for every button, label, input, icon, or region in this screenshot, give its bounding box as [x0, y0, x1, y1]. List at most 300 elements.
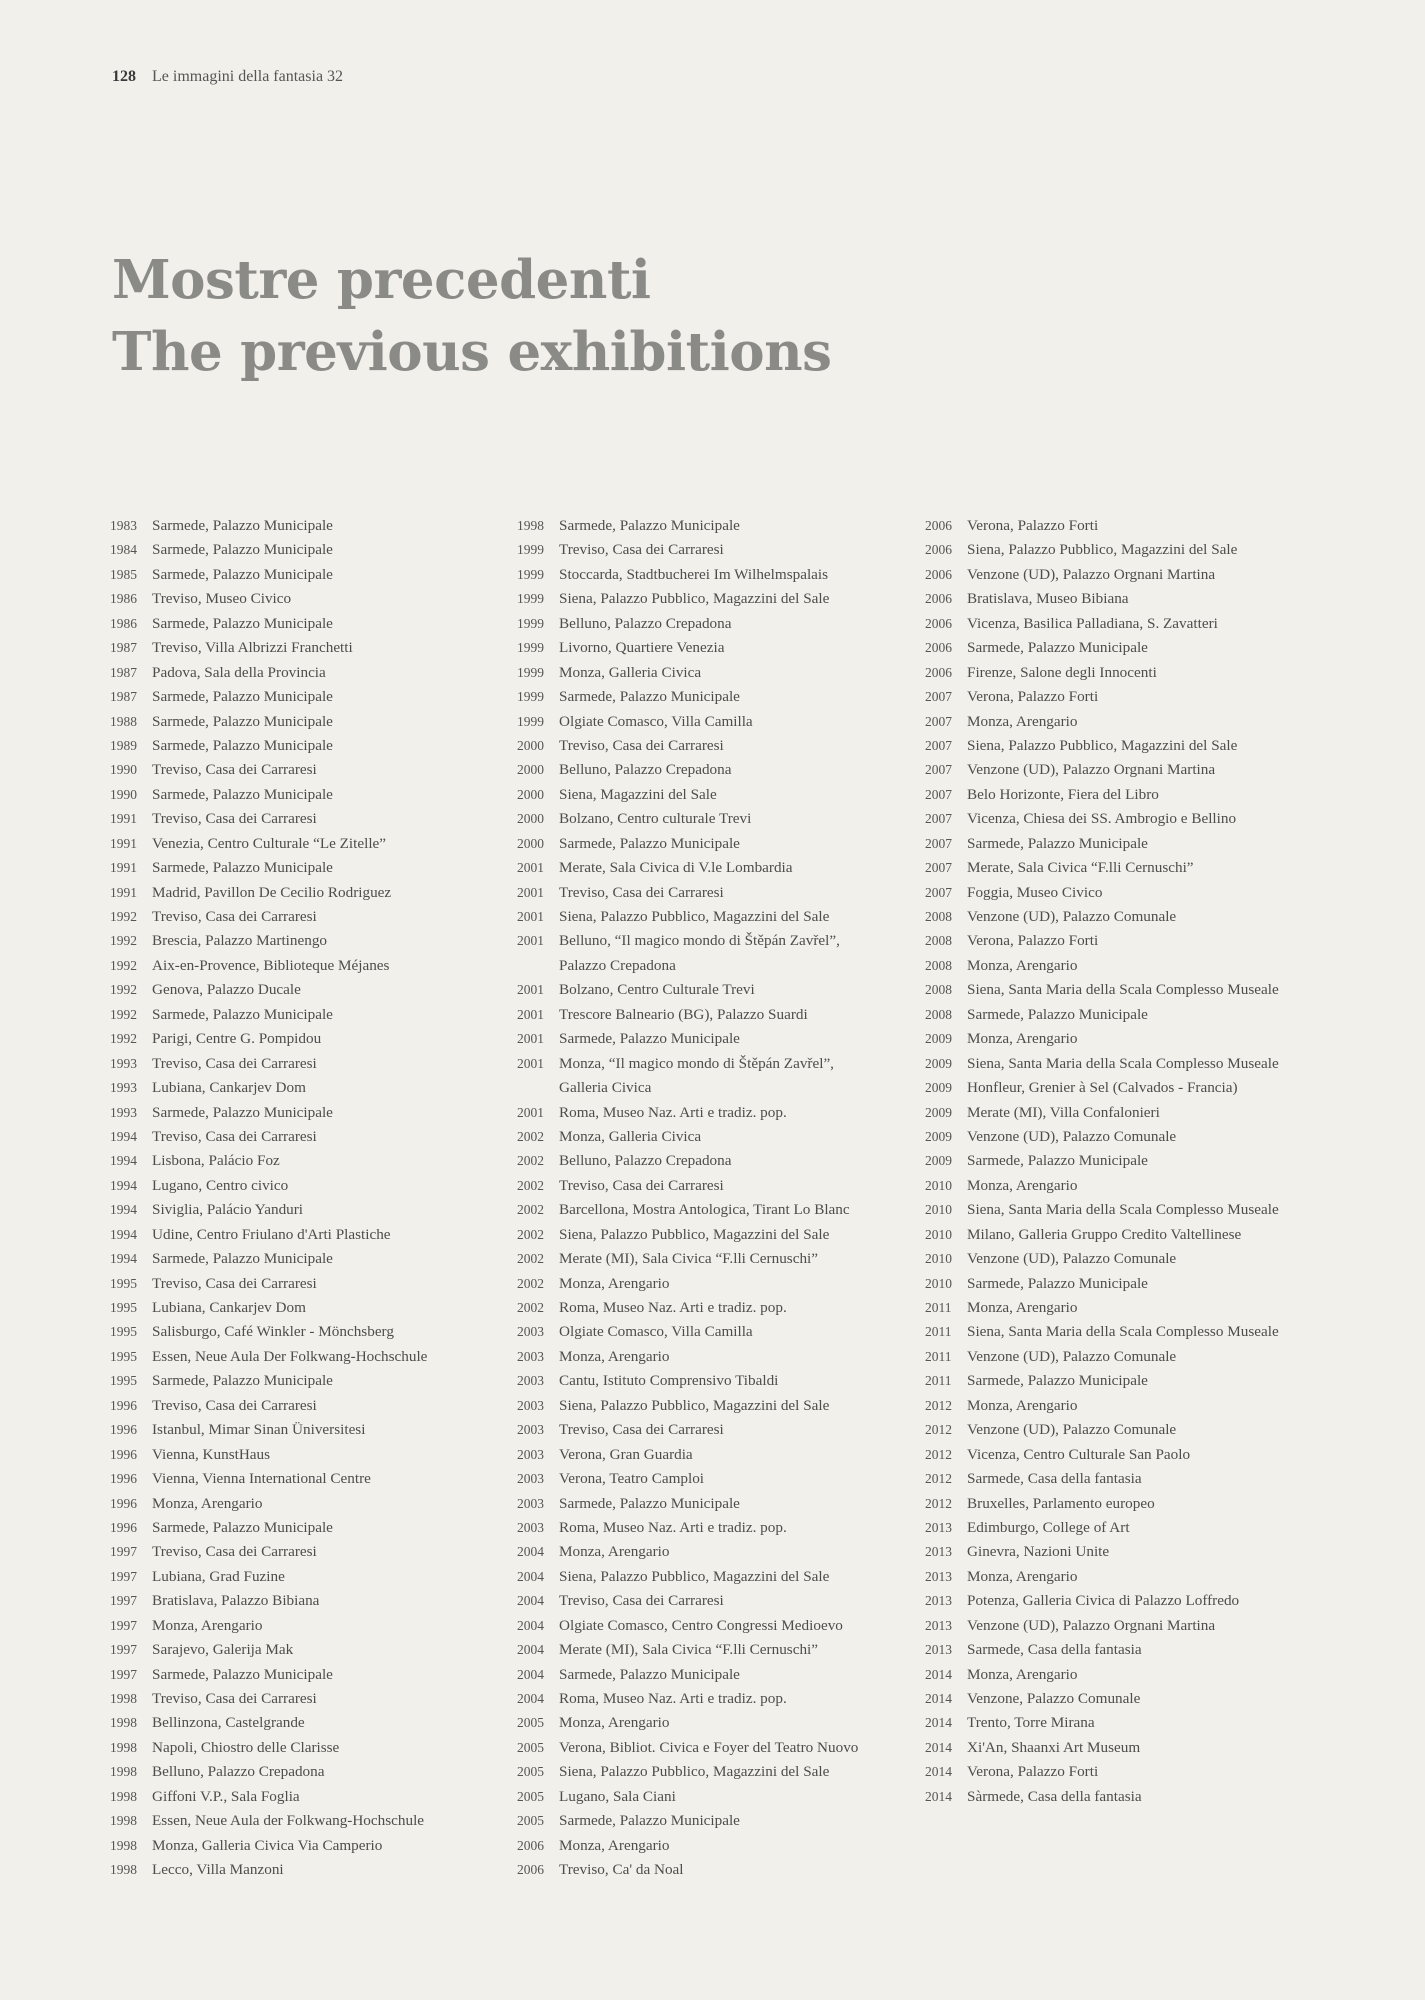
exhibition-year: 2004	[517, 1593, 544, 1609]
exhibition-year: 2001	[517, 1055, 544, 1071]
exhibition-venue: Bolzano, Centro Culturale Trevi	[559, 981, 755, 999]
exhibition-entry	[517, 1369, 858, 1393]
exhibition-entry	[517, 1492, 858, 1516]
exhibition-entry	[517, 1711, 858, 1735]
exhibition-year: 2004	[517, 1544, 544, 1560]
exhibition-entry	[110, 1834, 427, 1858]
exhibition-venue: Bruxelles, Parlamento europeo	[967, 1494, 1155, 1512]
exhibition-venue: Olgiate Comasco, Villa Camilla	[559, 712, 753, 730]
exhibition-year: 1999	[517, 713, 544, 729]
exhibition-year: 2007	[925, 689, 952, 705]
exhibition-year: 1991	[110, 835, 137, 851]
exhibition-year: 1999	[517, 640, 544, 656]
exhibition-year: 2009	[925, 1080, 952, 1096]
exhibition-venue: Treviso, Casa dei Carraresi	[152, 908, 317, 925]
exhibition-venue: Siviglia, Palácio Yanduri	[152, 1201, 304, 1219]
exhibition-year: 1985	[110, 566, 137, 582]
page-number: 128	[112, 68, 136, 85]
exhibition-entry	[925, 1003, 1279, 1027]
exhibition-venue: Siena, Santa Maria della Scala Complesso Museale	[967, 1054, 1279, 1072]
exhibition-venue: Sarmede, Casa della fantasia	[967, 1641, 1142, 1659]
exhibition-year: 2010	[925, 1202, 952, 1218]
exhibition-entry	[517, 1540, 858, 1564]
exhibition-entry	[517, 1198, 858, 1222]
exhibition-year: 2000	[517, 737, 544, 753]
exhibition-year: 2004	[517, 1666, 544, 1682]
exhibition-entry	[925, 1076, 1279, 1100]
exhibition-year: 2003	[517, 1324, 544, 1340]
exhibition-year: 2013	[925, 1593, 952, 1609]
exhibition-entry	[925, 832, 1279, 856]
exhibition-year: 1983	[110, 518, 137, 533]
exhibition-entry	[517, 1760, 858, 1784]
exhibition-entry	[110, 1052, 427, 1076]
exhibition-venue: Sarmede, Palazzo Municipale	[967, 1005, 1148, 1023]
exhibition-venue: Monza, Arengario	[152, 1616, 263, 1634]
exhibition-year: 2009	[925, 1104, 952, 1120]
exhibition-entry	[110, 758, 427, 782]
running-title: Le immagini della fantasia 32	[152, 68, 344, 85]
exhibition-entry	[925, 1418, 1279, 1442]
exhibition-venue: Monza, Arengario	[967, 1665, 1078, 1683]
exhibition-year: 2003	[517, 1397, 544, 1413]
exhibition-year: 2007	[925, 713, 952, 729]
exhibition-year: 2013	[925, 1519, 952, 1535]
exhibition-venue: Sarmede, Palazzo Municipale	[967, 1152, 1148, 1170]
exhibition-entry	[517, 1736, 858, 1760]
exhibition-venue: Monza, Arengario	[967, 1396, 1078, 1414]
exhibition-venue: Venezia, Centro Culturale “Le Zitelle”	[152, 834, 387, 852]
exhibition-entry	[517, 1687, 858, 1711]
exhibition-entry	[925, 1687, 1279, 1711]
exhibition-year: 2011	[925, 1373, 952, 1389]
exhibition-year: 2004	[517, 1642, 544, 1658]
exhibition-entry	[517, 1834, 858, 1858]
exhibition-year: 2001	[517, 1006, 544, 1022]
exhibition-year: 2007	[925, 811, 952, 827]
exhibition-year: 2011	[925, 1348, 952, 1364]
exhibition-entry	[517, 929, 858, 953]
exhibition-venue: Verona, Palazzo Forti	[967, 1763, 1099, 1781]
exhibition-entry	[517, 1076, 858, 1100]
exhibition-year: 1995	[110, 1348, 137, 1364]
exhibition-year: 1998	[110, 1739, 137, 1755]
exhibition-year: 2014	[925, 1691, 952, 1706]
exhibition-entry	[110, 1736, 427, 1760]
exhibition-year: 1999	[517, 591, 544, 607]
exhibition-year: 2000	[517, 835, 544, 851]
exhibition-year: 1989	[110, 737, 137, 753]
exhibition-venue: Siena, Santa Maria della Scala Complesso Museale	[967, 981, 1279, 999]
exhibition-venue: Parigi, Centre G. Pompidou	[152, 1030, 322, 1048]
exhibition-entry	[517, 685, 858, 709]
exhibition-year: 1998	[110, 1764, 137, 1780]
exhibition-venue: Udine, Centro Friulano d'Arti Plastiche	[152, 1225, 391, 1243]
exhibition-entry	[925, 563, 1279, 587]
exhibition-entry	[925, 856, 1279, 880]
exhibition-venue: Venzone (UD), Palazzo Comunale	[967, 1347, 1177, 1365]
exhibition-year: 2002	[517, 1128, 544, 1144]
exhibition-year: 1986	[110, 615, 137, 631]
exhibition-entry	[925, 1223, 1279, 1247]
exhibition-venue: Treviso, Casa dei Carraresi	[152, 1274, 317, 1292]
exhibition-year: 2010	[925, 1226, 952, 1242]
exhibition-year: 2011	[925, 1300, 952, 1315]
exhibition-year: 1997	[110, 1544, 137, 1560]
exhibition-entry	[517, 1565, 858, 1589]
exhibition-year: 2013	[925, 1568, 952, 1584]
exhibition-entry	[110, 563, 427, 587]
exhibition-entry	[517, 1443, 858, 1467]
exhibition-entry	[925, 1027, 1279, 1051]
exhibition-venue: Sarmede, Palazzo Municipale	[152, 1665, 333, 1683]
exhibitions-column-1	[110, 514, 427, 1883]
exhibition-venue: Roma, Museo Naz. Arti e tradiz. pop.	[559, 1518, 787, 1536]
exhibition-venue: Potenza, Galleria Civica di Palazzo Loffredo	[967, 1592, 1240, 1610]
exhibition-venue: Sarmede, Palazzo Municipale	[967, 1274, 1148, 1292]
exhibition-year: 1998	[110, 1715, 137, 1731]
exhibition-year: 1998	[110, 1788, 137, 1804]
exhibition-entry	[110, 1711, 427, 1735]
exhibition-entry	[925, 734, 1279, 758]
exhibition-venue: Barcellona, Mostra Antologica, Tirant Lo Blanc	[559, 1201, 850, 1219]
exhibition-entry	[110, 1589, 427, 1613]
exhibition-entry	[517, 1027, 858, 1051]
exhibition-entry	[517, 514, 858, 538]
exhibition-year: 2014	[925, 1788, 952, 1804]
exhibition-entry	[517, 1296, 858, 1320]
exhibition-entry	[110, 1516, 427, 1540]
exhibition-year: 2004	[517, 1617, 544, 1633]
exhibition-year: 1997	[110, 1666, 137, 1682]
exhibition-venue: Monza, Arengario	[559, 1836, 670, 1854]
exhibition-venue: Venzone (UD), Palazzo Orgnani Martina	[967, 565, 1216, 583]
exhibition-entry	[925, 1320, 1279, 1344]
exhibition-year: 2004	[517, 1568, 544, 1584]
exhibition-venue: Siena, Palazzo Pubblico, Magazzini del Sale	[559, 908, 830, 925]
exhibition-year: 2012	[925, 1495, 952, 1511]
exhibition-year	[517, 1076, 559, 1100]
exhibition-year: 1991	[110, 860, 137, 876]
exhibition-entry	[110, 1687, 427, 1711]
exhibition-entry	[925, 1101, 1279, 1125]
exhibition-entry	[110, 954, 427, 978]
exhibition-venue: Madrid, Pavillon De Cecilio Rodriguez	[152, 883, 392, 901]
exhibition-venue: Bratislava, Palazzo Bibiana	[152, 1592, 320, 1610]
exhibition-venue: Roma, Museo Naz. Arti e tradiz. pop.	[559, 1299, 787, 1316]
exhibition-venue: Treviso, Casa dei Carraresi	[559, 1592, 724, 1610]
exhibition-year: 1987	[110, 664, 137, 680]
exhibition-year: 1994	[110, 1202, 137, 1218]
exhibition-venue: Siena, Palazzo Pubblico, Magazzini del Sale	[559, 1763, 830, 1781]
exhibition-year: 2012	[925, 1422, 952, 1438]
exhibition-year: 2002	[517, 1226, 544, 1242]
exhibition-year: 2007	[925, 884, 952, 900]
exhibition-venue: Sarmede, Palazzo Municipale	[559, 517, 740, 534]
exhibition-entry	[110, 1492, 427, 1516]
exhibition-year: 2008	[925, 957, 952, 973]
exhibition-venue: Siena, Palazzo Pubblico, Magazzini del Sale	[559, 1225, 830, 1243]
exhibition-entry	[925, 1589, 1279, 1613]
exhibition-year: 2003	[517, 1348, 544, 1364]
exhibition-year: 1992	[110, 933, 137, 949]
exhibition-entry	[517, 710, 858, 734]
exhibition-venue: Merate (MI), Villa Confalonieri	[967, 1103, 1160, 1121]
exhibition-entry	[110, 636, 427, 660]
exhibition-year: 1997	[110, 1642, 137, 1658]
exhibition-venue: Roma, Museo Naz. Arti e tradiz. pop.	[559, 1103, 787, 1121]
exhibition-venue: Sarmede, Palazzo Municipale	[152, 712, 333, 730]
exhibition-entry	[110, 1467, 427, 1491]
exhibition-year: 1992	[110, 909, 137, 924]
exhibition-venue: Sarmede, Palazzo Municipale	[152, 688, 333, 706]
exhibition-venue: Monza, Arengario	[967, 1299, 1078, 1316]
exhibition-entry	[517, 832, 858, 856]
exhibition-entry	[110, 538, 427, 562]
exhibition-year: 2007	[925, 835, 952, 851]
exhibition-venue: Trento, Torre Mirana	[967, 1714, 1095, 1732]
exhibition-entry	[110, 1369, 427, 1393]
exhibition-entry	[925, 1394, 1279, 1418]
exhibition-year: 1995	[110, 1324, 137, 1340]
exhibition-venue: Lubiana, Cankarjev Dom	[152, 1299, 306, 1316]
exhibition-year: 2003	[517, 1373, 544, 1389]
exhibition-venue: Sarmede, Palazzo Municipale	[967, 1372, 1148, 1390]
exhibition-year: 2003	[517, 1446, 544, 1462]
exhibition-venue: Monza, Arengario	[967, 1176, 1078, 1194]
exhibition-entry	[517, 1101, 858, 1125]
exhibition-venue: Sarmede, Palazzo Municipale	[152, 1250, 333, 1268]
exhibition-entry	[517, 881, 858, 905]
exhibition-venue: Sarmede, Palazzo Municipale	[152, 1518, 333, 1536]
exhibition-venue: Monza, “Il magico mondo di Štěpán Zavřel”,	[559, 1054, 834, 1072]
exhibition-venue: Sarmede, Palazzo Municipale	[152, 565, 333, 583]
exhibition-year: 2013	[925, 1642, 952, 1658]
exhibition-venue: Sarmede, Palazzo Municipale	[559, 1494, 740, 1512]
exhibition-venue: Venzone, Palazzo Comunale	[967, 1690, 1141, 1707]
exhibition-year: 2013	[925, 1617, 952, 1633]
exhibition-venue: Monza, Galleria Civica Via Camperio	[152, 1836, 383, 1854]
exhibition-venue: Sarmede, Palazzo Municipale	[152, 859, 333, 877]
exhibition-entry	[517, 1174, 858, 1198]
exhibition-entry	[517, 1052, 858, 1076]
exhibition-venue: Istanbul, Mimar Sinan Üniversitesi	[152, 1421, 366, 1439]
exhibition-entry	[110, 783, 427, 807]
exhibition-venue: Treviso, Casa dei Carraresi	[152, 761, 317, 779]
exhibition-year: 2010	[925, 1275, 952, 1291]
exhibition-entry	[110, 978, 427, 1002]
exhibition-venue: Essen, Neue Aula der Folkwang-Hochschule	[152, 1812, 425, 1830]
exhibition-entry	[925, 1760, 1279, 1784]
exhibition-entry	[925, 1467, 1279, 1491]
exhibition-year: 2007	[925, 737, 952, 753]
exhibition-year: 1999	[517, 615, 544, 631]
exhibition-venue: Monza, Arengario	[967, 712, 1078, 730]
exhibition-year: 1997	[110, 1617, 137, 1633]
exhibition-entry	[110, 856, 427, 880]
exhibition-entry	[110, 905, 427, 929]
exhibition-entry	[110, 685, 427, 709]
exhibition-venue: Belluno, Palazzo Crepadona	[559, 614, 732, 632]
exhibition-venue: Sarajevo, Galerija Mak	[152, 1641, 294, 1659]
exhibition-entry	[110, 1540, 427, 1564]
exhibition-venue: Merate (MI), Sala Civica “F.lli Cernuschi”	[559, 1641, 819, 1659]
exhibition-year: 1996	[110, 1495, 137, 1511]
exhibition-year: 2008	[925, 909, 952, 924]
exhibition-venue: Treviso, Casa dei Carraresi	[152, 1543, 317, 1561]
exhibition-venue: Olgiate Comasco, Villa Camilla	[559, 1323, 753, 1341]
exhibition-year: 1997	[110, 1593, 137, 1609]
exhibition-venue: Merate, Sala Civica di V.le Lombardia	[559, 859, 793, 877]
exhibition-year: 1993	[110, 1055, 137, 1071]
title-english: The previous exhibitions	[112, 321, 832, 383]
exhibition-venue: Bolzano, Centro culturale Trevi	[559, 810, 752, 828]
exhibition-venue: Verona, Palazzo Forti	[967, 688, 1099, 706]
exhibition-entry	[517, 978, 858, 1002]
exhibition-venue: Verona, Bibliot. Civica e Foyer del Teatro Nuovo	[559, 1738, 859, 1756]
exhibition-entry	[925, 661, 1279, 685]
exhibition-entry	[110, 1247, 427, 1271]
exhibition-entry	[517, 1345, 858, 1369]
exhibition-venue: Trescore Balneario (BG), Palazzo Suardi	[559, 1005, 808, 1023]
exhibition-year: 2003	[517, 1495, 544, 1511]
exhibition-entry	[110, 1785, 427, 1809]
exhibition-venue: Sarmede, Palazzo Municipale	[152, 1005, 333, 1023]
exhibition-year: 2001	[517, 860, 544, 876]
exhibition-venue: Verona, Palazzo Forti	[967, 517, 1099, 534]
exhibition-year: 1994	[110, 1177, 137, 1193]
exhibition-year: 1996	[110, 1397, 137, 1413]
exhibition-entry	[925, 1296, 1279, 1320]
exhibitions-column-3	[925, 514, 1279, 1809]
exhibition-entry	[517, 1223, 858, 1247]
exhibition-year: 1992	[110, 982, 137, 998]
exhibition-year: 1991	[110, 811, 137, 827]
exhibition-year: 2001	[517, 1104, 544, 1120]
exhibition-venue: Sàrmede, Casa della fantasia	[967, 1787, 1142, 1805]
exhibition-year: 2006	[925, 640, 952, 656]
exhibition-venue: Vicenza, Chiesa dei SS. Ambrogio e Bellino	[967, 810, 1237, 828]
exhibition-entry	[925, 1345, 1279, 1369]
exhibition-entry	[517, 905, 858, 929]
exhibition-venue: Siena, Santa Maria della Scala Complesso Museale	[967, 1201, 1279, 1219]
exhibition-year: 1996	[110, 1422, 137, 1438]
exhibition-year: 2003	[517, 1471, 544, 1487]
exhibition-entry	[925, 978, 1279, 1002]
exhibition-entry	[925, 1443, 1279, 1467]
exhibition-venue: Siena, Palazzo Pubblico, Magazzini del Sale	[559, 1567, 830, 1585]
exhibition-entry	[517, 1247, 858, 1271]
exhibition-entry	[925, 1198, 1279, 1222]
exhibition-venue: Sarmede, Palazzo Municipale	[559, 688, 740, 706]
exhibition-year: 1996	[110, 1471, 137, 1487]
exhibition-year: 2001	[517, 933, 544, 949]
exhibition-venue: Treviso, Casa dei Carraresi	[559, 1176, 724, 1194]
exhibition-entry	[517, 807, 858, 831]
exhibition-year: 1998	[110, 1691, 137, 1706]
exhibition-entry	[110, 587, 427, 611]
exhibition-venue: Treviso, Casa dei Carraresi	[152, 1127, 317, 1145]
exhibition-year: 1996	[110, 1446, 137, 1462]
exhibition-year: 2009	[925, 1153, 952, 1169]
exhibition-entry	[110, 1174, 427, 1198]
exhibition-venue: Monza, Arengario	[152, 1494, 263, 1512]
exhibition-venue: Siena, Palazzo Pubblico, Magazzini del Sale	[967, 541, 1238, 559]
exhibition-venue: Sarmede, Palazzo Municipale	[152, 736, 333, 754]
exhibition-entry	[110, 807, 427, 831]
exhibition-year: 1988	[110, 713, 137, 729]
exhibition-entry	[110, 1638, 427, 1662]
exhibition-venue: Xi'An, Shaanxi Art Museum	[967, 1738, 1141, 1756]
exhibition-year: 2006	[925, 518, 952, 533]
exhibition-venue: Verona, Palazzo Forti	[967, 932, 1099, 950]
exhibition-year: 2002	[517, 1300, 544, 1315]
exhibition-year: 2012	[925, 1397, 952, 1413]
exhibition-entry	[110, 1101, 427, 1125]
exhibition-entry	[110, 661, 427, 685]
exhibition-year: 1992	[110, 957, 137, 973]
exhibition-year: 2001	[517, 1031, 544, 1047]
exhibition-venue: Treviso, Casa dei Carraresi	[152, 1396, 317, 1414]
exhibition-venue: Vienna, KunstHaus	[152, 1445, 271, 1463]
exhibition-year: 1999	[517, 542, 544, 558]
exhibition-venue: Vienna, Vienna International Centre	[152, 1470, 371, 1488]
exhibition-entry	[925, 1125, 1279, 1149]
exhibition-year: 2006	[925, 664, 952, 680]
exhibition-entry	[925, 612, 1279, 636]
exhibition-year: 2008	[925, 933, 952, 949]
exhibition-entry	[110, 1858, 427, 1882]
exhibition-venue: Vicenza, Basilica Palladiana, S. Zavatteri	[967, 614, 1218, 632]
exhibition-year: 1999	[517, 664, 544, 680]
exhibition-venue: Palazzo Crepadona	[559, 956, 676, 974]
exhibition-year: 2006	[925, 542, 952, 558]
exhibition-venue: Treviso, Villa Albrizzi Franchetti	[152, 639, 353, 657]
exhibition-year: 2010	[925, 1177, 952, 1193]
exhibition-entry	[517, 661, 858, 685]
exhibition-entry	[110, 832, 427, 856]
exhibition-entry	[925, 1174, 1279, 1198]
exhibition-venue: Verona, Gran Guardia	[559, 1445, 693, 1463]
exhibition-entry	[517, 1858, 858, 1882]
exhibition-entry	[925, 1369, 1279, 1393]
exhibition-year: 1992	[110, 1006, 137, 1022]
exhibition-venue: Venzone (UD), Palazzo Comunale	[967, 1250, 1177, 1268]
exhibition-entry	[517, 1149, 858, 1173]
exhibition-venue: Monza, Arengario	[559, 1543, 670, 1561]
exhibition-entry	[110, 929, 427, 953]
exhibition-year: 2005	[517, 1788, 544, 1804]
exhibition-year: 1984	[110, 542, 137, 558]
exhibition-year: 2009	[925, 1128, 952, 1144]
exhibition-venue: Merate (MI), Sala Civica “F.lli Cernuschi”	[559, 1250, 819, 1268]
exhibition-venue: Venzone (UD), Palazzo Orgnani Martina	[967, 761, 1216, 779]
exhibition-year: 2006	[925, 615, 952, 631]
exhibition-entry	[925, 1614, 1279, 1638]
exhibition-venue: Sarmede, Palazzo Municipale	[559, 834, 740, 852]
exhibition-entry	[110, 1223, 427, 1247]
exhibition-year: 2008	[925, 1006, 952, 1022]
exhibition-entry	[925, 1711, 1279, 1735]
exhibition-venue: Treviso, Casa dei Carraresi	[152, 810, 317, 828]
exhibition-entry	[517, 587, 858, 611]
exhibition-venue: Bratislava, Museo Bibiana	[967, 590, 1129, 608]
exhibition-year: 2006	[517, 1837, 544, 1853]
exhibition-entry	[517, 783, 858, 807]
exhibition-entry	[110, 734, 427, 758]
exhibition-entry	[517, 1003, 858, 1027]
exhibition-entry	[517, 1516, 858, 1540]
